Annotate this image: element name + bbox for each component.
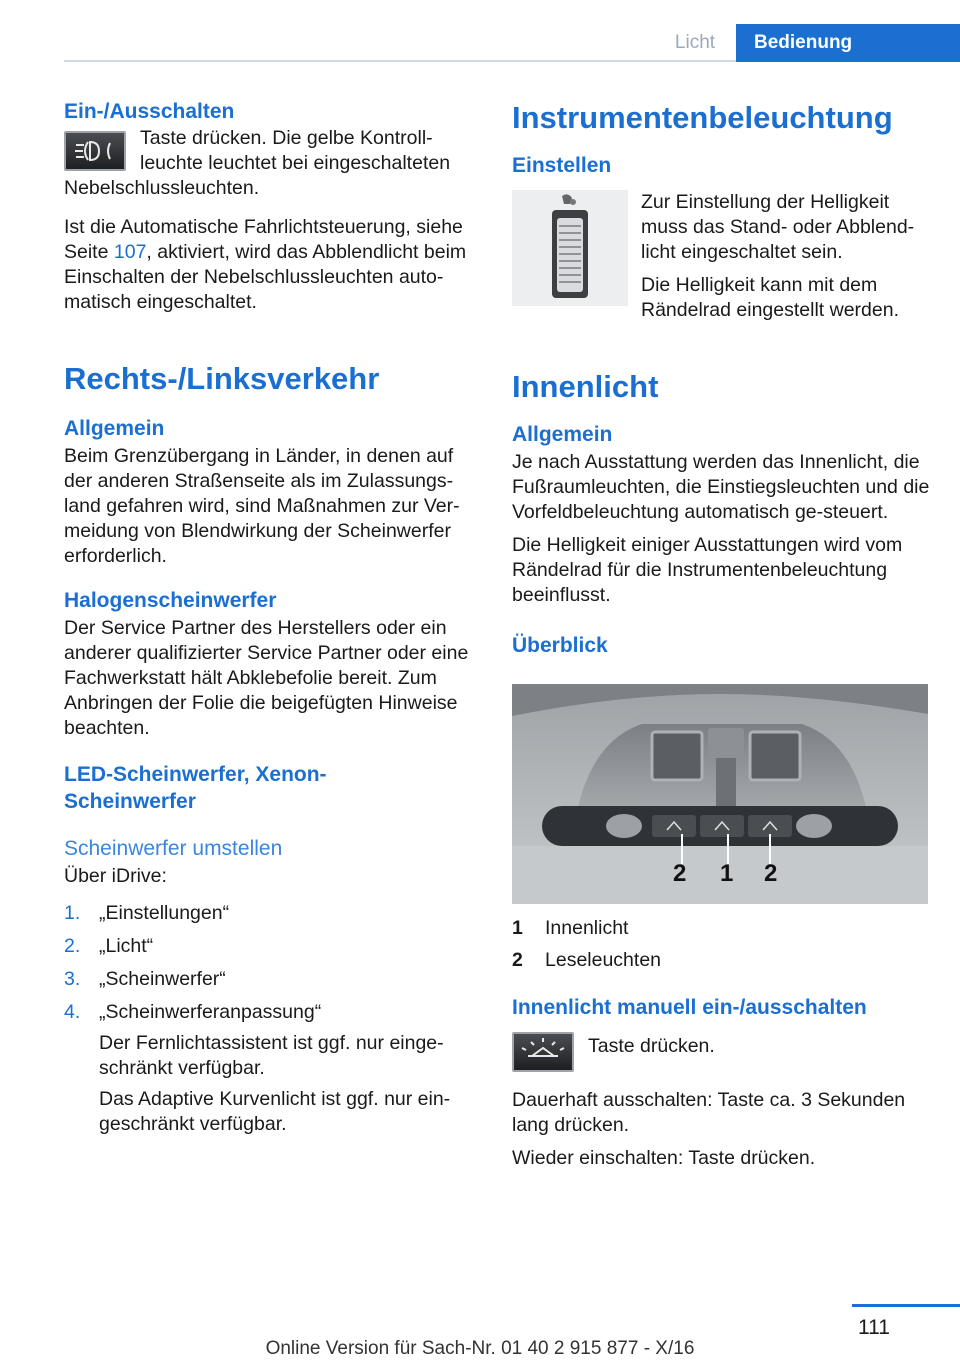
heading-rechts-linksverkehr: Rechts-/Linksverkehr	[64, 361, 380, 396]
legend-text: Leseleuchten	[545, 949, 662, 971]
list-item	[64, 934, 484, 959]
heading-ueberblick: Überblick	[512, 634, 608, 657]
heading-allgemein-left: Allgemein	[64, 417, 165, 440]
auto-light-text-b: , aktiviert, wird das Abblendlicht beim Einschalten der Nebelschlussleuchten auto-matisch eingeschaltet.	[64, 241, 467, 313]
tab-licht[interactable]: Licht	[674, 32, 716, 53]
step-number: 1.	[64, 902, 81, 924]
innenlicht-allgemein-text-1: Je nach Ausstattung werden das Innenlicht, die Fußraumleuchten, die Einstiegsleuchten und die Vorfeldbeleuchtung automatisch ge-steuert.	[512, 451, 930, 523]
step-text: „Licht“	[99, 935, 154, 957]
heading-halogenscheinwerfer: Halogenscheinwerfer	[64, 589, 277, 612]
photo-legend	[512, 916, 932, 980]
step-number: 2.	[64, 935, 81, 957]
einstellen-block	[512, 190, 932, 323]
list-item	[64, 1000, 484, 1025]
auto-light-paragraph	[64, 215, 484, 315]
step-number: 4.	[64, 1001, 81, 1023]
auto-light-text-a: Ist die Automatische Fahrlichtsteuerung, siehe Seite	[64, 216, 463, 263]
step-number: 3.	[64, 968, 81, 990]
innenlicht-button-block	[512, 1030, 932, 1074]
legend-item	[512, 948, 932, 980]
dimmer-wheel-image	[512, 190, 628, 306]
wieder-einschalten-text: Wieder einschalten: Taste drücken.	[512, 1147, 816, 1169]
legend-item	[512, 916, 932, 948]
right-column	[512, 100, 932, 1171]
list-item	[64, 967, 484, 992]
innenlicht-button-text: Taste drücken.	[588, 1035, 715, 1057]
step-text: „Scheinwerferanpassung“	[99, 1001, 322, 1023]
heading-ein-ausschalten: Ein-/Ausschalten	[64, 100, 235, 123]
allgemein-left-text: Beim Grenzübergang in Länder, in denen auf der anderen Straßenseite als im Zulassungs-land gefahren wird, sind Maßnahmen zur Ver-meidung von Blendwirkung der Scheinwerfer erforderlich.	[64, 445, 460, 567]
left-column	[64, 100, 484, 1137]
rear-fog-light-button-icon	[64, 131, 126, 171]
page-number: 111	[858, 1316, 890, 1339]
callout-label: 2	[673, 860, 687, 887]
heading-innenlicht-manuell: Innenlicht manuell ein-/ausschalten	[512, 996, 867, 1019]
legend-key: 1	[512, 917, 523, 939]
fog-light-block	[64, 126, 484, 201]
heading-innenlicht: Innenlicht	[512, 369, 659, 404]
list-item	[64, 901, 484, 926]
heading-led-xenon: LED-Scheinwerfer, Xenon-Scheinwerfer	[64, 763, 327, 813]
halogen-text: Der Service Partner des Herstellers oder ein anderer qualifizierter Service Partner oder eine Fachwerkstatt hält Abklebefolie bereit. Zum Anbringen der Folie die beigefügten Hinweise beachten.	[64, 617, 469, 739]
callout-label: 2	[764, 860, 778, 887]
legend-key: 2	[512, 949, 523, 971]
overhead-console-photo	[512, 684, 928, 904]
footer-rule	[852, 1304, 960, 1307]
callout-label: 1	[720, 860, 734, 887]
page-link-107[interactable]: 107	[113, 241, 147, 263]
heading-scheinwerfer-umstellen: Scheinwerfer umstellen	[64, 837, 283, 860]
heading-einstellen: Einstellen	[512, 154, 612, 177]
interior-light-button-icon	[512, 1032, 574, 1072]
thumbwheel-icon	[512, 190, 628, 306]
fog-light-text: Taste drücken. Die gelbe Kontroll-leuchte leuchtet bei eingeschalteten Nebelschlussleuchten.	[64, 127, 451, 199]
note-fernlicht: Der Fernlichtassistent ist ggf. nur einge-schränkt verfügbar.	[99, 1032, 444, 1079]
dauerhaft-ausschalten-text: Dauerhaft ausschalten: Taste ca. 3 Sekunden lang drücken.	[512, 1089, 906, 1136]
heading-instrumentenbeleuchtung: Instrumentenbeleuchtung	[512, 100, 893, 135]
einstellen-text-1: Zur Einstellung der Helligkeit muss das Stand- oder Abblend-licht eingeschaltet sein.	[641, 191, 915, 263]
heading-allgemein-right: Allgemein	[512, 423, 613, 446]
footer-online-version: Online Version für Sach-Nr. 01 40 2 915 877 - X/16	[265, 1338, 695, 1359]
innenlicht-allgemein-text-2: Die Helligkeit einiger Ausstattungen wird vom Rändelrad für die Instrumentenbeleuchtung beeinflusst.	[512, 534, 903, 606]
idrive-steps-list	[64, 901, 484, 1025]
einstellen-text-2: Die Helligkeit kann mit dem Rändelrad eingestellt werden.	[641, 274, 899, 321]
step-text: „Scheinwerfer“	[99, 968, 226, 990]
note-kurvenlicht: Das Adaptive Kurvenlicht ist ggf. nur ein-geschränkt verfügbar.	[99, 1088, 451, 1135]
legend-text: Innenlicht	[545, 917, 629, 939]
idrive-intro: Über iDrive:	[64, 865, 167, 887]
tab-bedienung[interactable]: Bedienung	[736, 24, 960, 62]
step-text: „Einstellungen“	[99, 902, 230, 924]
